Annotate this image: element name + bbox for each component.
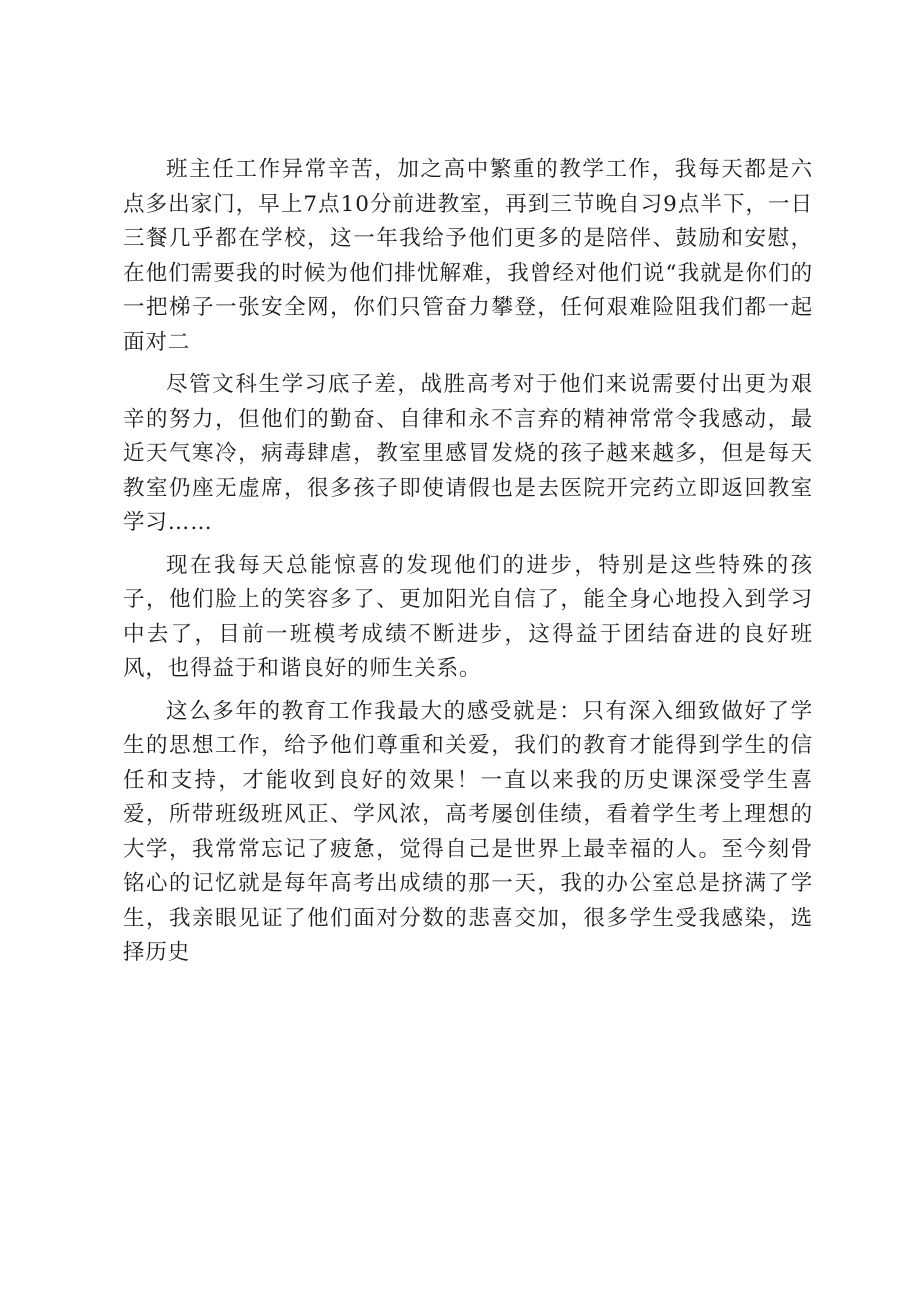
- paragraph-3: 现在我每天总能惊喜的发现他们的进步，特别是这些特殊的孩子，他们脸上的笑容多了、更加阳光自信了，能全身心地投入到学习中去了，目前一班模考成绩不断进步，这得益于团结奋进的良好班风，也得益于和谐良好的师生关系。: [123, 552, 813, 681]
- paragraph-2: 尽管文科生学习底子差，战胜高考对于他们来说需要付出更为艰辛的努力，但他们的勤奋、自律和永不言弃的精神常常令我感动，最近天气寒冷，病毒肆虐，教室里感冒发烧的孩子越来越多，但是每天教室仍座无虚席，很多孩子即使请假也是去医院开完药立即返回教室学习……: [123, 372, 813, 535]
- document-page: [123, 153, 813, 971]
- paragraph-1: 班主任工作异常辛苦，加之高中繁重的教学工作，我每天都是六点多出家门，早上7点10分前进教室，再到三节晚自习9点半下，一日三餐几乎都在学校，这一年我给予他们更多的是陪伴、鼓励和安慰，在他们需要我的时候为他们排忧解难，我曾经对他们说“我就是你们的一把梯子一张安全网，你们只管奋力攀登，任何艰难险阻我们都一起面对二: [123, 157, 813, 355]
- paragraph-4: 这么多年的教育工作我最大的感受就是：只有深入细致做好了学生的思想工作，给予他们尊重和关爱，我们的教育才能得到学生的信任和支持，才能收到良好的效果！一直以来我的历史课深受学生喜爱，所带班级班风正、学风浓，高考屡创佳绩，看着学生考上理想的大学，我常常忘记了疲惫，觉得自己是世界上最幸福的人。至今刻骨铭心的记忆就是每年高考出成绩的那一天，我的办公室总是挤满了学生，我亲眼见证了他们面对分数的悲喜交加，很多学生受我感染，选择历史: [123, 698, 813, 965]
